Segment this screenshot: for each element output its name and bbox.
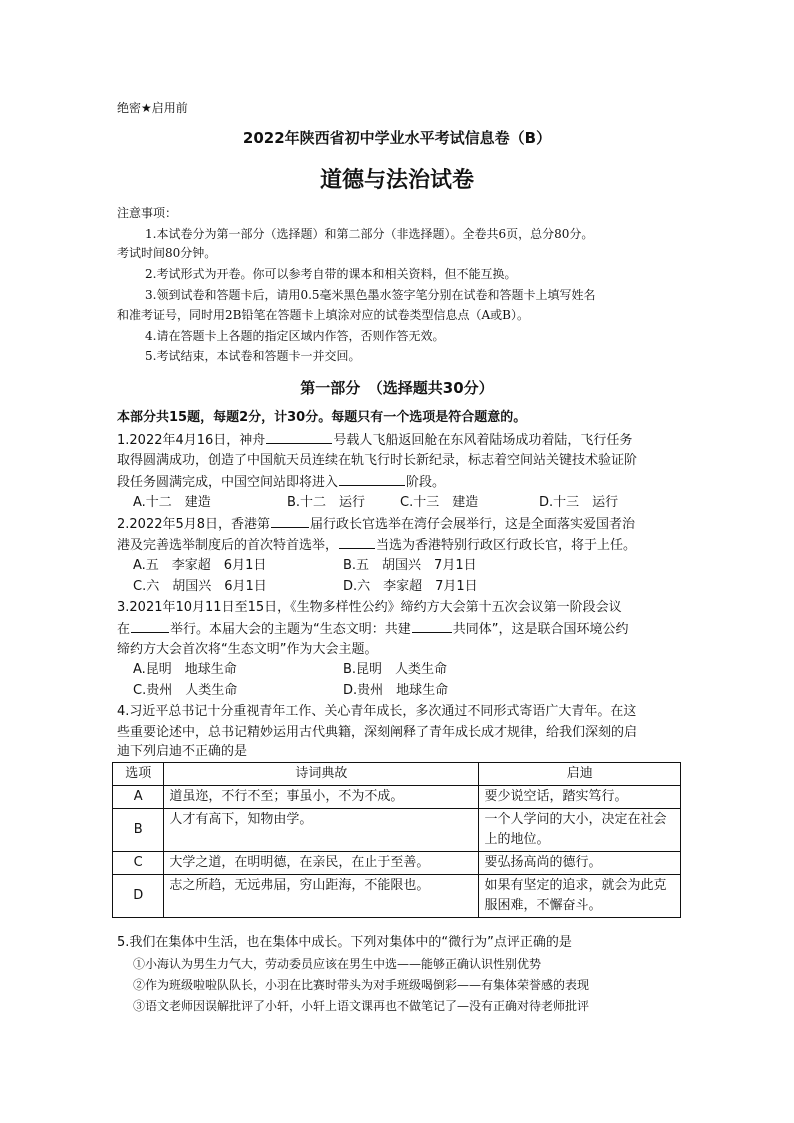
q3-stem-line: 缔约方大会首次将“生态文明”作为大会主题。 bbox=[117, 642, 378, 657]
q3-option-b: B.昆明 人类生命 bbox=[343, 662, 448, 677]
table-cell-poem: 大学之道，在明明德，在亲民，在止于至善。 bbox=[164, 852, 479, 875]
notice-line: 3.领到试卷和答题卡后，请用0.5毫米黑色墨水签字笔分别在试卷和答题卡上填写姓名 bbox=[145, 288, 596, 302]
notice-heading: 注意事项： bbox=[117, 206, 178, 220]
notice-line: 2.考试形式为开卷。你可以参考自带的课本和相关资料，但不能互换。 bbox=[145, 267, 517, 281]
table-row bbox=[113, 852, 681, 875]
answer-blank bbox=[339, 535, 375, 549]
exam-title: 2022年陕西省初中学业水平考试信息卷（B） bbox=[242, 129, 552, 147]
part1-title: 第一部分 （选择题共30分） bbox=[300, 379, 494, 397]
table-row bbox=[113, 786, 681, 809]
answer-blank bbox=[131, 619, 169, 633]
answer-blank bbox=[266, 430, 332, 444]
q5-item: ①小海认为男生力气大，劳动委员应该在男生中选——能够正确认识性别优势 bbox=[133, 957, 542, 971]
answer-blank bbox=[271, 514, 309, 528]
q4-stem-line: 些重要论述中，总书记精妙运用古代典籍，深刻阐释了青年成长成才规律，给我们深刻的启 bbox=[117, 725, 638, 740]
q2-stem-line: 2.2022年5月8日，香港第 届行政长官选举在湾仔会展举行，这是全面落实爱国者治 bbox=[117, 514, 635, 535]
q1-option-a: A.十二 建造 bbox=[133, 495, 211, 510]
table-cell-lesson: 要少说空话，踏实笃行。 bbox=[479, 786, 681, 809]
table-cell-option: B bbox=[113, 809, 164, 852]
q1-option-d: D.十三 运行 bbox=[539, 495, 619, 510]
answer-blank bbox=[412, 619, 452, 633]
notice-line: 1.本试卷分为第一部分（选择题）和第二部分（非选择题）。全卷共6页，总分80分。 bbox=[145, 227, 594, 241]
q3-stem-line: 3.2021年10月11日至15日，《生物多样性公约》缔约方大会第十五次会议第一阶段会议 bbox=[117, 600, 622, 615]
notice-line: 和准考证号，同时用2B铅笔在答题卡上填涂对应的试卷类型信息点（A或B）。 bbox=[117, 308, 529, 322]
q2-option-a: A.五 李家超 6月1日 bbox=[133, 558, 267, 573]
table-row bbox=[113, 875, 681, 918]
q5-item: ③语文老师因误解批评了小轩，小轩上语文课再也不做笔记了—没有正确对待老师批评 bbox=[133, 999, 590, 1013]
notice-line: 考试时间80分钟。 bbox=[117, 246, 217, 260]
q1-stem-line: 段任务圆满完成，中国空间站即将进入 阶段。 bbox=[117, 472, 445, 493]
q3-option-c: C.贵州 人类生命 bbox=[133, 683, 238, 698]
q5-stem: 5.我们在集体中生活，也在集体中成长。下列对集体中的“微行为”点评正确的是 bbox=[117, 935, 572, 950]
q1-stem-line: 取得圆满成功，创造了中国航天员连续在轨飞行时长新纪录，标志着空间站关键技术验证阶 bbox=[117, 453, 638, 468]
notice-line: 5.考试结束，本试卷和答题卡一并交回。 bbox=[145, 349, 361, 363]
q4-stem-line: 4.习近平总书记十分重视青年工作、关心青年成长，多次通过不同形式寄语广大青年。在这 bbox=[117, 704, 637, 719]
q1-option-c: C.十三 建造 bbox=[400, 495, 479, 510]
table-row bbox=[113, 809, 681, 852]
q2-option-b: B.五 胡国兴 7月1日 bbox=[343, 558, 477, 573]
q1-stem-line: 1.2022年4月16日，神舟 号载人飞船返回舱在东风着陆场成功着陆，飞行任务 bbox=[117, 430, 632, 451]
table-cell-lesson: 一个人学问的大小，决定在社会上的地位。 bbox=[479, 809, 681, 852]
notice-line: 4.请在答题卡上各题的指定区域内作答，否则作答无效。 bbox=[145, 329, 445, 343]
table-cell-lesson: 要弘扬高尚的德行。 bbox=[479, 852, 681, 875]
q2-option-d: D.六 李家超 7月1日 bbox=[343, 579, 478, 594]
q2-option-c: C.六 胡国兴 6月1日 bbox=[133, 579, 267, 594]
part1-intro: 本部分共15题，每题2分，计30分。每题只有一个选项是符合题意的。 bbox=[117, 410, 527, 425]
q4-stem-line: 迪下列启迪不正确的是 bbox=[117, 744, 248, 759]
table-header-row bbox=[113, 763, 681, 786]
table-cell-poem: 志之所趋，无远弗届，穷山距海，不能限也。 bbox=[164, 875, 479, 918]
column-header: 选项 bbox=[113, 763, 164, 786]
confidential-label: 绝密★启用前 bbox=[117, 101, 188, 115]
column-header: 启迪 bbox=[479, 763, 681, 786]
answer-blank bbox=[339, 472, 405, 486]
q3-option-a: A.昆明 地球生命 bbox=[133, 662, 237, 677]
table-cell-poem: 人才有高下，知物由学。 bbox=[164, 809, 479, 852]
table-cell-option: D bbox=[113, 875, 164, 918]
q4-table bbox=[112, 762, 681, 918]
column-header: 诗词典故 bbox=[164, 763, 479, 786]
table-cell-poem: 道虽迩，不行不至；事虽小，不为不成。 bbox=[164, 786, 479, 809]
table-cell-option: C bbox=[113, 852, 164, 875]
table-cell-lesson: 如果有坚定的追求，就会为此克服困难，不懈奋斗。 bbox=[479, 875, 681, 918]
q3-option-d: D.贵州 地球生命 bbox=[343, 683, 449, 698]
q2-stem-line: 港及完善选举制度后的首次特首选举， 当选为香港特别行政区行政长官，将于上任。 bbox=[117, 535, 636, 556]
table-cell-option: A bbox=[113, 786, 164, 809]
q1-option-b: B.十二 运行 bbox=[287, 495, 366, 510]
subject-title: 道德与法治试卷 bbox=[319, 168, 474, 193]
q3-stem-line: 在 举行。本届大会的主题为“生态文明：共建 共同体”，这是联合国环境公约 bbox=[117, 619, 629, 640]
q5-item: ②作为班级啦啦队队长，小羽在比赛时带头为对手班级喝倒彩——有集体荣誉感的表现 bbox=[133, 978, 590, 992]
